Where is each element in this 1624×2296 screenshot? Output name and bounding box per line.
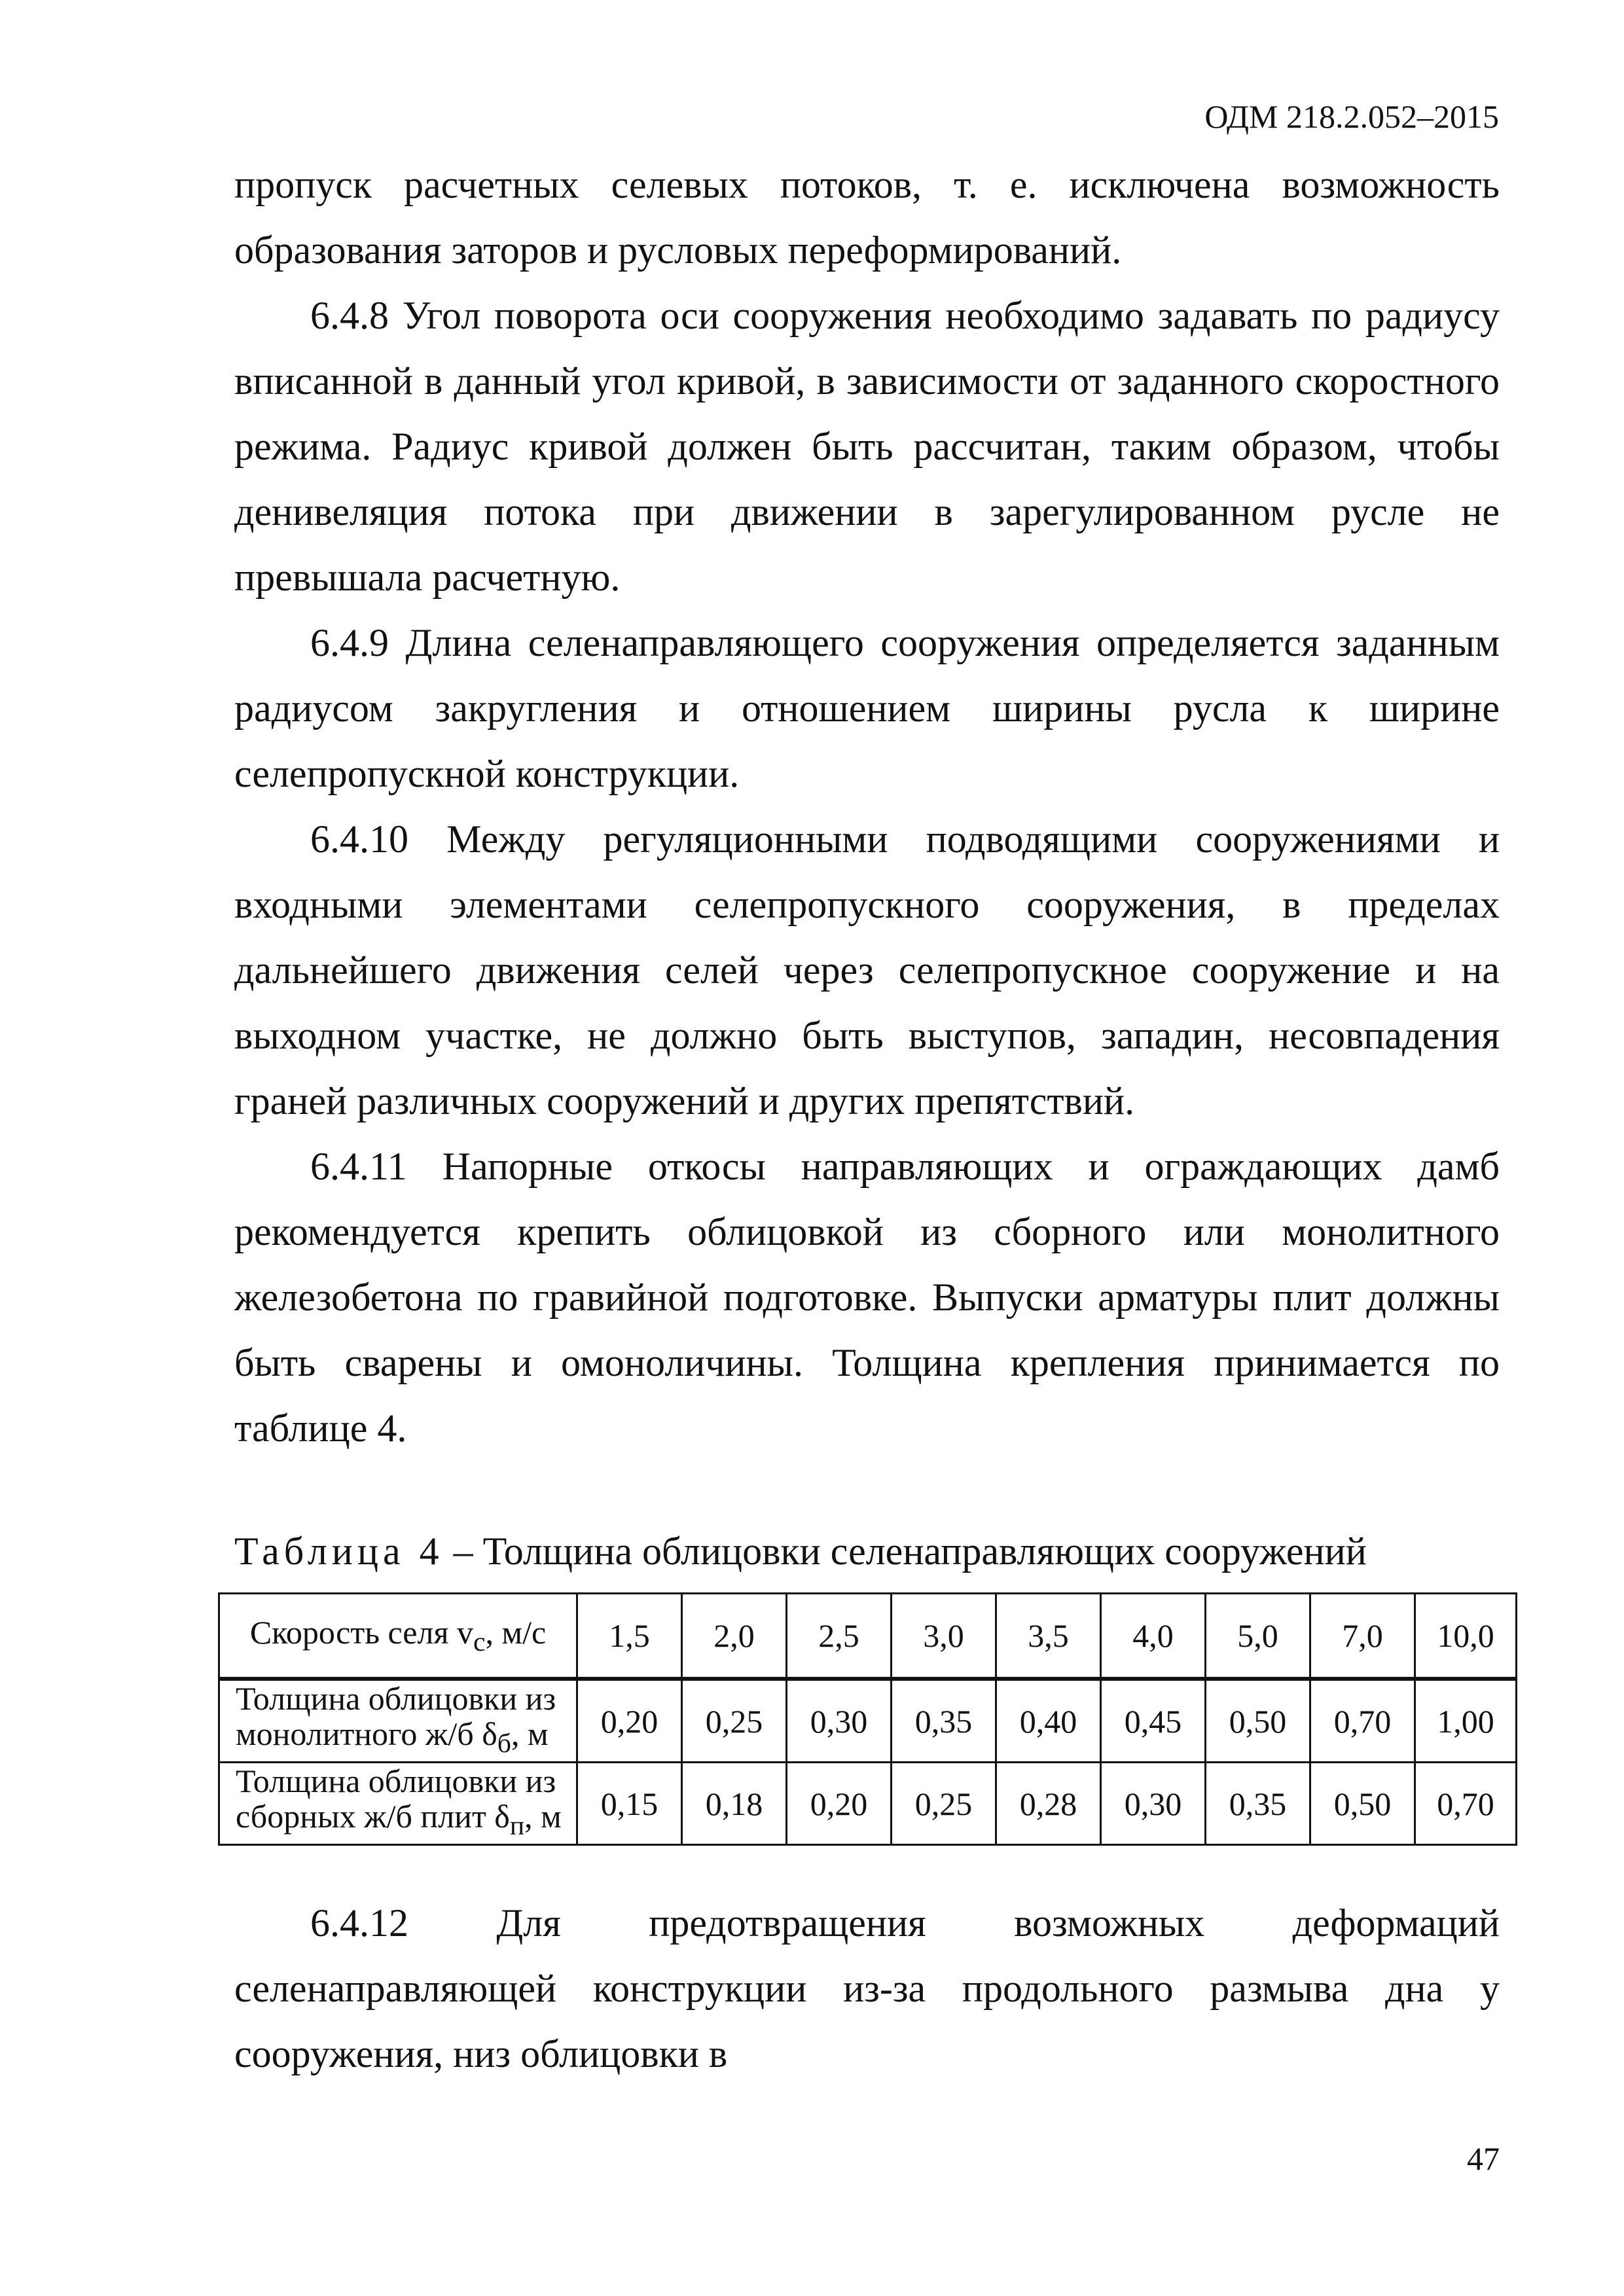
table-row-precast [219,1763,1517,1845]
speed-value: 4,0 [1101,1594,1206,1679]
row-label-subscript: п [509,1811,525,1841]
speed-value: 2,5 [787,1594,892,1679]
table-cell: 0,40 [996,1679,1101,1763]
table-cell: 0,70 [1415,1763,1517,1845]
paragraph-6-4-12: 6.4.12 Для предотвращения возможных деформаций селенаправляющей конструкции из-за продольного размыва дна у сооружения, низ облицовки в [234,1901,1500,2075]
paragraph-continuation: пропуск расчетных селевых потоков, т. е. исключена возможность образования заторов и русловых переформирований. [234,163,1500,272]
speed-value: 5,0 [1206,1594,1310,1679]
document-code-header: ОДМ 218.2.052–2015 [1204,98,1499,135]
table-cell: 0,30 [787,1679,892,1763]
row-label-line2: монолитного ж/б δ [236,1715,497,1752]
table-header-row [219,1594,1517,1679]
table-cell: 0,30 [1101,1763,1206,1845]
table-header-label [219,1594,577,1679]
row-label-precast [219,1763,577,1845]
speed-value: 10,0 [1415,1594,1517,1679]
speed-value: 2,0 [682,1594,787,1679]
body-text-lower [234,1890,1500,2087]
table-cell: 0,28 [996,1763,1101,1845]
table-cell: 1,00 [1415,1679,1517,1763]
body-text-upper [234,152,1500,1461]
paragraph-6-4-10: 6.4.10 Между регуляционными подводящими сооружениями и входными элементами селепропускного сооружения, в пределах дальнейшего движения селей через селепропускное сооружение и на выходном участке, не должно быть выступов, западин, несовпадения граней различных сооружений и других препятствий. [234,817,1500,1122]
row-label-line1: Толщина облицовки из [236,1680,556,1717]
row-label-unit: , м [524,1798,562,1835]
table-cell: 0,20 [577,1679,682,1763]
speed-value: 7,0 [1310,1594,1415,1679]
table-cell: 0,20 [787,1763,892,1845]
speed-value: 3,5 [996,1594,1101,1679]
table-cell: 0,50 [1310,1763,1415,1845]
page-number: 47 [1467,2140,1500,2177]
table-cell: 0,15 [577,1763,682,1845]
row-label-line1: Толщина облицовки из [236,1763,556,1799]
table-row-monolithic [219,1679,1517,1763]
table-cell: 0,25 [682,1679,787,1763]
table-cell: 0,45 [1101,1679,1206,1763]
table-cell: 0,35 [1206,1763,1310,1845]
table-cell: 0,35 [892,1679,996,1763]
table-cell: 0,70 [1310,1679,1415,1763]
table-cell: 0,18 [682,1763,787,1845]
table-4 [218,1592,1517,1846]
row-label-unit: , м [511,1715,549,1752]
speed-value: 1,5 [577,1594,682,1679]
row-label-line2: сборных ж/б плит δ [236,1798,510,1835]
row-label-subscript: б [497,1729,511,1759]
speed-label: Скорость селя v [249,1614,473,1651]
paragraph-6-4-11: 6.4.11 Напорные откосы направляющих и ограждающих дамб рекомендуется крепить облицовкой из сборного или монолитного железобетона по гравийной подготовке. Выпуски арматуры плит должны быть сварены и омоноличины. Толщина крепления принимается по таблице 4. [234,1145,1500,1450]
table-4-caption-label: Таблица 4 [234,1530,444,1573]
paragraph-6-4-9: 6.4.9 Длина селенаправляющего сооружения определяется заданным радиусом закругления и отношением ширины русла к ширине селепропускной конструкции. [234,621,1500,795]
table-cell: 0,50 [1206,1679,1310,1763]
speed-value: 3,0 [892,1594,996,1679]
paragraph-6-4-8: 6.4.8 Угол поворота оси сооружения необходимо задавать по радиусу вписанной в данный угол кривой, в зависимости от заданного скоростного режима. Радиус кривой должен быть рассчитан, таким образом, чтобы денивеляция потока при движении в зарегулированном русле не превышала расчетную. [234,294,1500,599]
table-cell: 0,25 [892,1763,996,1845]
speed-label-subscript: с [473,1627,486,1657]
table-4-caption-title: – Толщина облицовки селенаправляющих сооружений [453,1530,1367,1573]
row-label-monolithic [219,1679,577,1763]
table-4-caption [234,1518,1500,1584]
speed-label-unit: , м/с [485,1614,547,1651]
